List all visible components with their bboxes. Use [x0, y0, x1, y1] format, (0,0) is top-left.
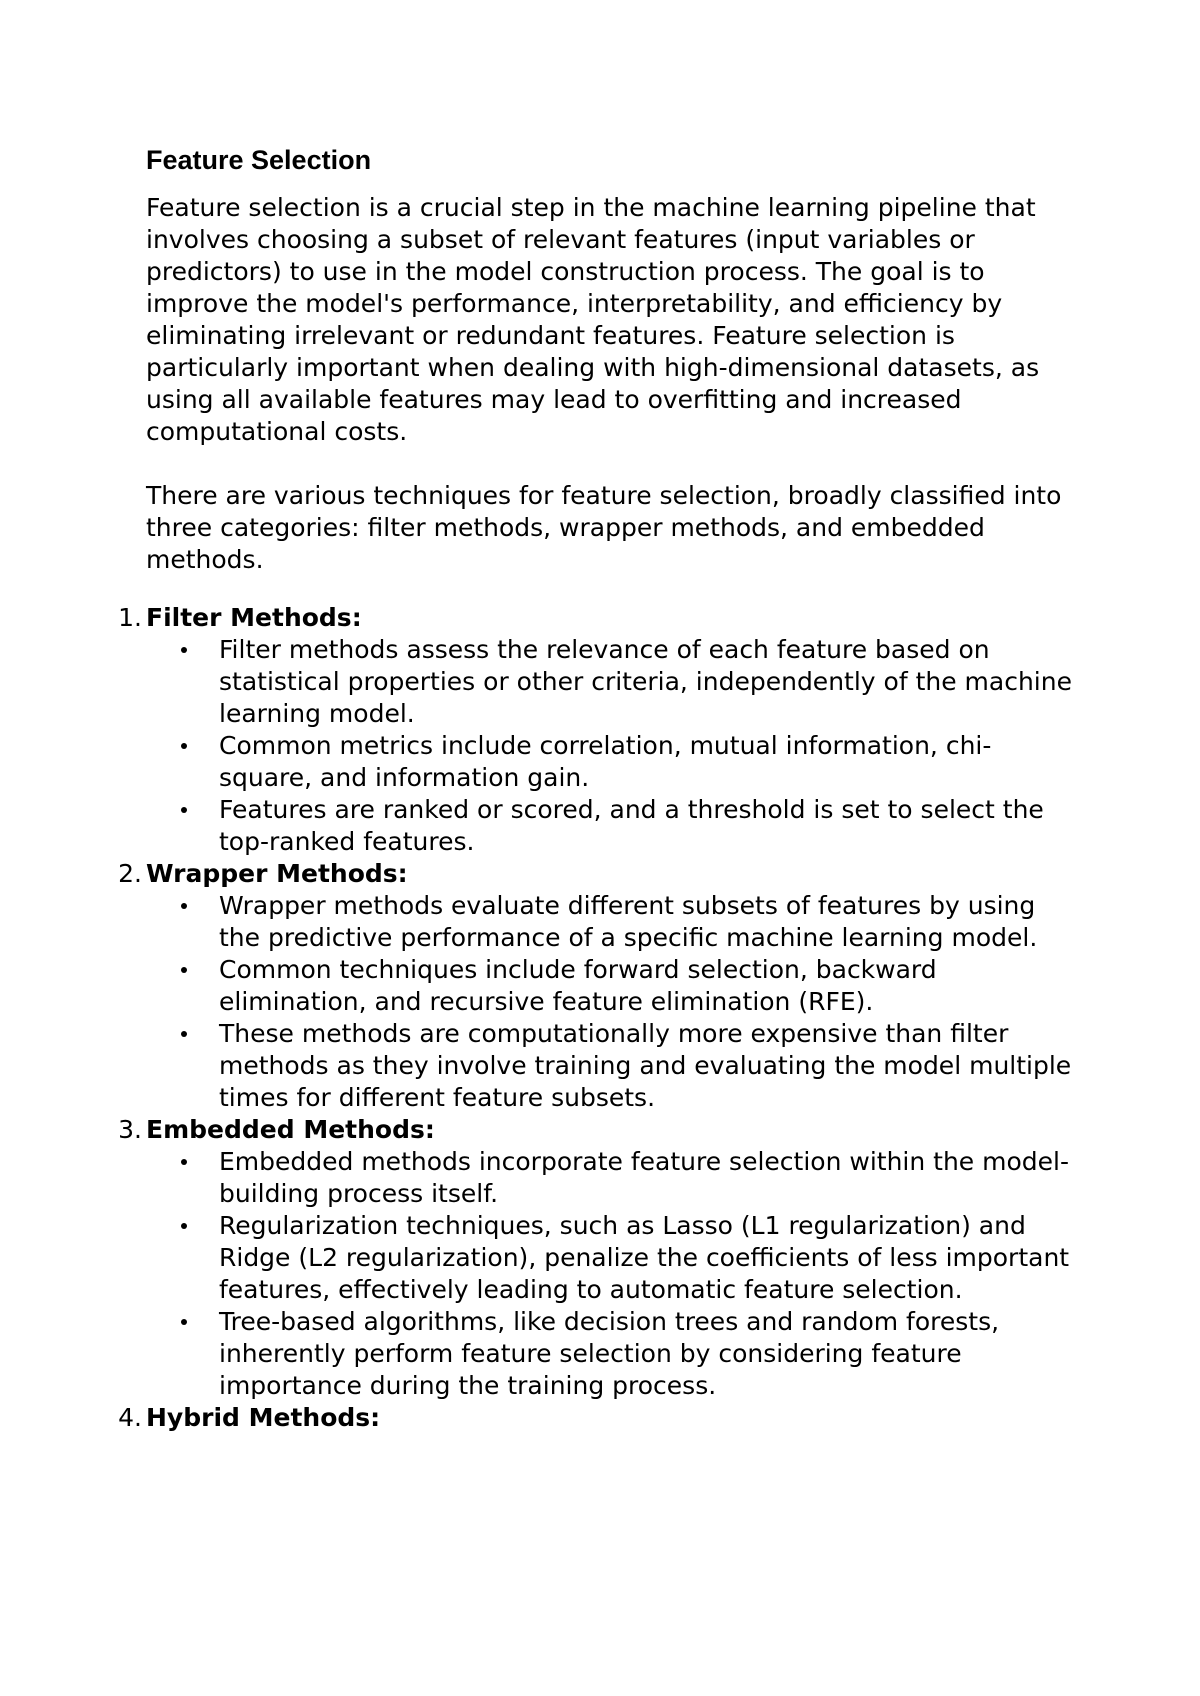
list-item [219, 794, 1076, 858]
section-title: Filter Methods: [146, 603, 362, 632]
intro-paragraph: Feature selection is a crucial step in the machine learning pipeline that involves choosing a subset of relevant features (input variables or predictors) to use in the model construction process. The goal is to improve the model's performance, interpretability, and efficiency by eliminating irrelevant or redundant features. Feature selection is particularly important when dealing with high-dimensional datasets, as using all available features may lead to overfitting and increased computational costs. [146, 193, 1040, 446]
bullet-text: Tree-based algorithms, like decision trees and random forests, inherently perform feature selection by considering feature importance during the training process. [219, 1307, 1000, 1400]
section-title: Embedded Methods: [146, 1115, 435, 1144]
list-item [219, 954, 1076, 1018]
bullet-text: Common metrics include correlation, mutual information, chi-square, and information gain. [219, 731, 992, 792]
list-item [219, 1018, 1076, 1114]
bullet-icon [181, 967, 187, 973]
bullet-icon [181, 1031, 187, 1037]
section-embedded-methods [118, 1114, 1076, 1402]
categories-paragraph: There are various techniques for feature selection, broadly classified into three categories: filter methods, wrapper methods, and embedded methods. [146, 481, 1062, 574]
section-filter-methods [118, 602, 1076, 858]
bullet-icon [181, 807, 187, 813]
bullet-icon [181, 1319, 187, 1325]
methods-list [118, 602, 1076, 1434]
bullet-list [146, 1146, 1076, 1402]
bullet-icon [181, 903, 187, 909]
bullet-text: Wrapper methods evaluate different subsets of features by using the predictive performance of a specific machine learning model. [219, 891, 1038, 952]
section-number: 1. [118, 603, 142, 632]
bullet-list [146, 634, 1076, 858]
bullet-icon [181, 647, 187, 653]
bullet-text: These methods are computationally more expensive than filter methods as they involve training and evaluating the model multiple times for different feature subsets. [219, 1019, 1072, 1112]
section-number: 2. [118, 859, 142, 888]
list-item [219, 1146, 1076, 1210]
bullet-icon [181, 743, 187, 749]
list-item [219, 1210, 1076, 1306]
bullet-list [146, 890, 1076, 1114]
bullet-text: Embedded methods incorporate feature selection within the model-building process itself. [219, 1147, 1069, 1208]
document-title: Feature Selection [146, 145, 372, 175]
section-number: 4. [118, 1403, 142, 1432]
section-hybrid-methods [118, 1402, 1076, 1434]
section-title: Wrapper Methods: [146, 859, 408, 888]
list-item [219, 730, 1076, 794]
section-title: Hybrid Methods: [146, 1403, 381, 1432]
bullet-icon [181, 1223, 187, 1229]
list-item [219, 634, 1076, 730]
bullet-text: Filter methods assess the relevance of each feature based on statistical properties or other criteria, independently of the machine learning model. [219, 635, 1072, 728]
bullet-text: Features are ranked or scored, and a threshold is set to select the top-ranked features. [219, 795, 1044, 856]
bullet-text: Common techniques include forward selection, backward elimination, and recursive feature elimination (RFE). [219, 955, 937, 1016]
list-item [219, 890, 1076, 954]
document-body [118, 142, 1076, 1434]
bullet-text: Regularization techniques, such as Lasso (L1 regularization) and Ridge (L2 regularization), penalize the coefficients of less important features, effectively leading to automatic feature selection. [219, 1211, 1070, 1304]
section-wrapper-methods [118, 858, 1076, 1114]
bullet-icon [181, 1159, 187, 1165]
section-number: 3. [118, 1115, 142, 1144]
list-item [219, 1306, 1076, 1402]
